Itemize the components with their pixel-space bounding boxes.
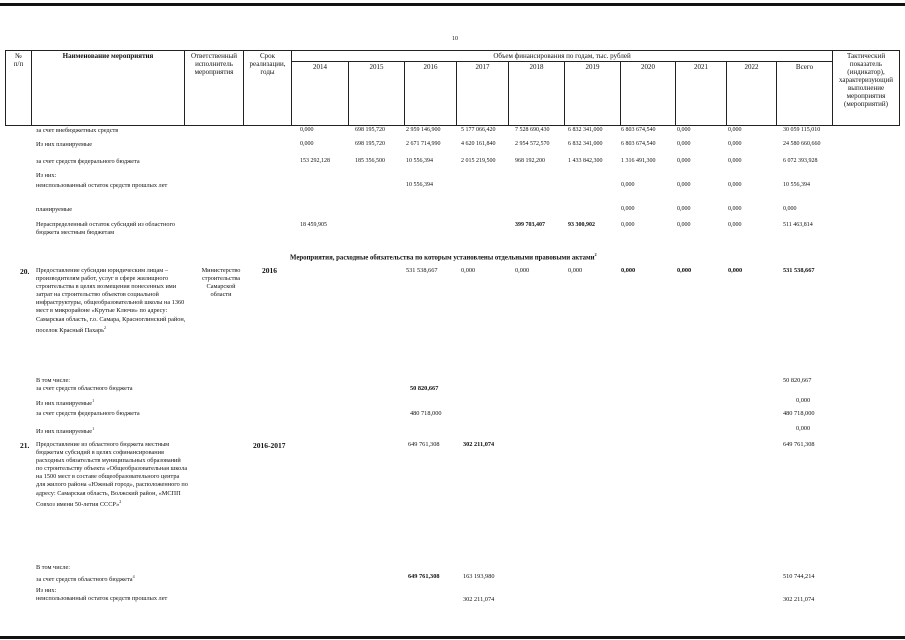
finance-row-label: Из них планируемые: [36, 141, 93, 148]
item21-description: Предоставление из областного бюджета местным бюджетам субсидий в целях софинансирования расходных обязательств муниципальных образований по строительству объекта «Общеобразовательная школа на 1500 мест в составе общеобразовательного центра для жилого района «Южный город», расположенного по адресу: Самарская область, Волжский район, «МСПП Совхоз имени 50-летия СССР»$^2$: [36, 441, 188, 508]
finance-cell: 24 580 660,660: [783, 141, 821, 147]
item20-sub-label: Из них планируемые$^1$: [36, 426, 95, 436]
item21-2017: 302 211,074: [463, 441, 495, 448]
finance-cell: 93 300,902: [568, 222, 595, 228]
finance-cell: 10 556,394: [406, 182, 433, 188]
item21-sub-label: неиспользованный остаток средств прошлых лет: [36, 595, 168, 602]
item20-sub-label: В том числе:: [36, 377, 71, 384]
finance-cell: 30 059 115,010: [783, 127, 821, 133]
item20-value: 0,000: [568, 267, 583, 274]
finance-cell: 0,000: [677, 182, 691, 188]
finance-cell: 0,000: [621, 206, 635, 212]
header-year: 2016: [405, 62, 457, 126]
finance-cell: 185 356,500: [355, 158, 385, 164]
header-table: [5, 50, 900, 126]
finance-cell: 0,000: [621, 182, 635, 188]
item21-sub-label: за счет средств областного бюджета$^4$: [36, 574, 135, 584]
finance-cell: 6 832 341,000: [568, 127, 603, 133]
item20-sub-total: 50 820,667: [783, 377, 812, 384]
finance-cell: 4 620 161,840: [461, 141, 496, 147]
item20-sub-total: 0,000: [796, 397, 811, 404]
finance-cell: 0,000: [783, 206, 797, 212]
item20-value: 531 538,667: [783, 267, 815, 274]
finance-cell: 153 292,128: [300, 158, 330, 164]
header-year: 2018: [509, 62, 565, 126]
item20-description: Предоставление субсидии юридическим лицам – производителям работ, услуг в сфере жилищного строительства в целях возмещения понесенных ими затрат на строительство объектов социальной инфраструктуры, общеобразовательной школы на 1360 мест в микрорайоне «Крутые Ключи» по адресу: Самарская область, г.о. Самара, Красноглинский район, поселок Красный Пахарь$^2$: [36, 267, 186, 334]
header-year: 2014: [292, 62, 349, 126]
finance-cell: 0,000: [300, 127, 314, 133]
finance-row-label: Нераспределенный остаток субсидий из областного бюджета местным бюджетам: [36, 221, 176, 237]
finance-cell: 5 177 066,420: [461, 127, 496, 133]
item21-sub-2017: 163 193,980: [463, 573, 495, 580]
header-year: Всего: [777, 62, 833, 126]
finance-cell: 2 671 714,990: [406, 141, 441, 147]
bottom-rule: [0, 636, 905, 639]
finance-cell: 0,000: [728, 222, 742, 228]
finance-cell: 1 316 491,300: [621, 158, 656, 164]
finance-row-label: за счет внебюджетных средств: [36, 127, 119, 134]
header-indicator: Тактический показатель (индикатор), характеризующий выполнение мероприятия (мероприятий): [833, 51, 900, 126]
item21-2016: 649 761,308: [408, 441, 440, 448]
finance-cell: 698 195,720: [355, 127, 385, 133]
header-year: 2019: [565, 62, 621, 126]
item20-executor: Министерство строительства Самарской области: [201, 267, 241, 299]
header-year: 2021: [676, 62, 727, 126]
item21-sub-2016: 649 761,308: [408, 573, 440, 580]
header-year: 2015: [349, 62, 405, 126]
header-year: 2022: [727, 62, 777, 126]
item21-sub-label: В том числе:: [36, 564, 71, 571]
item21-total: 649 761,308: [783, 441, 815, 448]
item21-term: 2016-2017: [253, 441, 286, 450]
item20-sub-label: за счет средств областного бюджета: [36, 385, 133, 392]
header-year: 2017: [457, 62, 509, 126]
item21-sub-label: Из них:: [36, 587, 57, 594]
item21-sub-2017: 302 211,074: [463, 596, 495, 603]
finance-cell: 6 832 341,000: [568, 141, 603, 147]
finance-cell: 7 528 690,430: [515, 127, 550, 133]
header-num: № п/п: [6, 51, 32, 126]
finance-cell: 2 954 572,570: [515, 141, 550, 147]
item20-sub-2016: 480 718,000: [410, 410, 442, 417]
finance-row-label: планируемые: [36, 206, 72, 213]
finance-cell: 0,000: [728, 141, 742, 147]
item20-sub-label: за счет средств федерального бюджета: [36, 410, 140, 417]
finance-cell: 6 072 393,928: [783, 158, 818, 164]
finance-cell: 399 703,407: [515, 222, 545, 228]
item20-value: 0,000: [621, 267, 636, 274]
finance-cell: 0,000: [677, 141, 691, 147]
item20-term: 2016: [262, 266, 277, 275]
finance-row-label: за счет средств федерального бюджета: [36, 158, 140, 165]
finance-cell: 0,000: [728, 158, 742, 164]
section-title: Мероприятия, расходные обязательства по которым установлены отдельными правовыми актами$^2$: [290, 252, 597, 262]
finance-cell: 698 195,720: [355, 141, 385, 147]
header-year: 2020: [621, 62, 676, 126]
finance-cell: 10 556,394: [406, 158, 433, 164]
item20-sub-total: 0,000: [796, 425, 811, 432]
finance-cell: 968 192,200: [515, 158, 545, 164]
item20-value: 0,000: [515, 267, 530, 274]
item20-num: 20.: [20, 267, 30, 276]
finance-cell: 0,000: [728, 182, 742, 188]
finance-cell: 0,000: [677, 206, 691, 212]
finance-cell: 0,000: [728, 206, 742, 212]
item20-value: 0,000: [728, 267, 743, 274]
item20-sub-2016: 50 820,667: [410, 385, 439, 392]
finance-cell: 10 556,394: [783, 182, 810, 188]
finance-row-label: неиспользованный остаток средств прошлых лет: [36, 182, 168, 189]
finance-cell: 2 015 219,500: [461, 158, 496, 164]
item20-value: 531 538,667: [406, 267, 438, 274]
header-name: Наименование мероприятия: [32, 51, 185, 126]
page-number: 10: [452, 36, 458, 42]
finance-cell: 18 459,905: [300, 222, 327, 228]
finance-cell: 2 959 146,900: [406, 127, 441, 133]
finance-cell: 6 803 674,540: [621, 141, 656, 147]
item21-sub-total: 302 211,074: [783, 596, 815, 603]
finance-cell: 0,000: [677, 127, 691, 133]
finance-cell: 0,000: [728, 127, 742, 133]
item21-num: 21.: [20, 441, 30, 450]
finance-cell: 0,000: [300, 141, 314, 147]
finance-cell: 0,000: [677, 158, 691, 164]
top-rule: [0, 3, 905, 6]
finance-cell: 0,000: [621, 222, 635, 228]
header-finance: Объем финансирования по годам, тыс. рублей: [292, 51, 833, 62]
finance-cell: 6 803 674,540: [621, 127, 656, 133]
header-executor: Ответственный исполнитель мероприятия: [185, 51, 244, 126]
finance-row-label: Из них:: [36, 172, 57, 179]
item20-sub-label: Из них планируемые$^1$: [36, 398, 95, 408]
item20-value: 0,000: [461, 267, 476, 274]
header-term: Срок реализации, годы: [244, 51, 292, 126]
finance-cell: 511 463,814: [783, 222, 813, 228]
item20-sub-total: 480 718,000: [783, 410, 815, 417]
finance-cell: 0,000: [677, 222, 691, 228]
item21-sub-total: 510 744,214: [783, 573, 815, 580]
item20-value: 0,000: [677, 267, 692, 274]
finance-cell: 1 433 842,300: [568, 158, 603, 164]
